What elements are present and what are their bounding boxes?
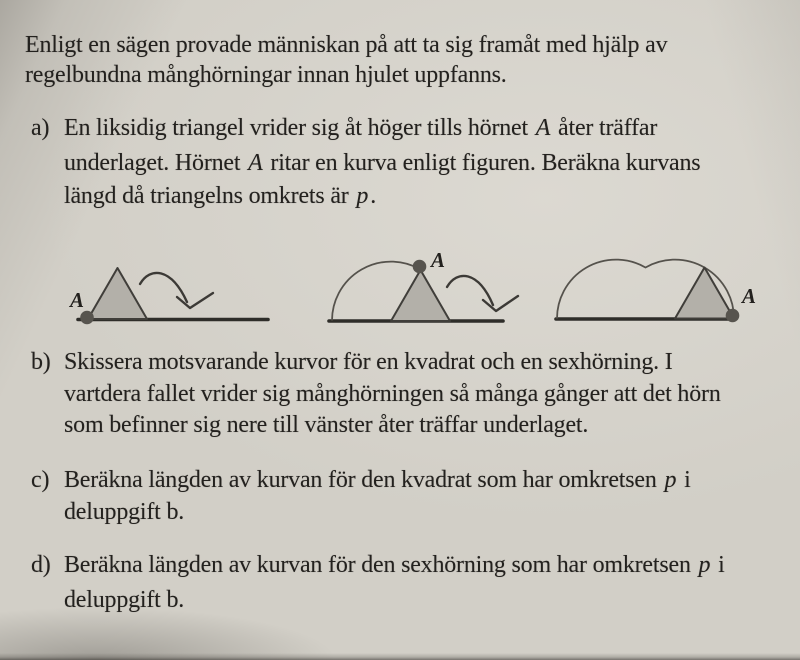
problem-d-line-2: deluppgift b. <box>64 587 185 613</box>
vertex-dot-A-start <box>80 311 94 325</box>
math-variable-p: p <box>356 183 369 209</box>
math-variable-A: A <box>248 150 263 176</box>
problem-a-line-3 <box>64 184 376 208</box>
problem-c-line-2: deluppgift b. <box>64 499 185 525</box>
vertex-label-A-start: A <box>70 288 85 312</box>
problem-b-line-1: Skissera motsvarande kurvor för en kvadrat och en sexhörning. I <box>64 349 673 375</box>
problem-d-label: d) <box>31 552 51 578</box>
problem-a-line-2 <box>64 151 700 175</box>
problem-c-line-1 <box>64 468 691 492</box>
text-segment: i <box>712 552 725 578</box>
problem-a-label: a) <box>31 115 50 141</box>
text-segment: En liksidig triangel vrider sig åt höger tills hörnet <box>64 115 534 141</box>
text-segment: ritar en kurva enligt figuren. Beräkna kurvans <box>264 150 701 176</box>
problem-b-line-3: som befinner sig nere till vänster åter träffar underlaget. <box>64 412 589 438</box>
text-segment: i <box>678 467 691 493</box>
math-variable-p: p <box>698 552 711 578</box>
triangle-mid <box>391 270 450 321</box>
rolling-triangle-figure <box>0 225 800 350</box>
problem-a-line-1 <box>64 116 657 140</box>
problem-b-line-2: vartdera fallet vrider sig månghörningen så många gånger att det hörn <box>64 381 721 407</box>
triangle-end <box>675 268 734 319</box>
text-segment: längd då triangelns omkrets är <box>64 183 355 209</box>
problem-c-label: c) <box>31 467 50 493</box>
math-variable-A: A <box>535 115 551 141</box>
rotation-arrowhead-icon <box>483 296 518 311</box>
text-segment: Beräkna längden av kurvan för den kvadrat som har omkretsen <box>64 467 663 493</box>
problem-b-label: b) <box>31 349 51 375</box>
text-segment: . <box>370 183 377 209</box>
text-segment: Beräkna längden av kurvan för den sexhörning som har omkretsen <box>64 552 697 578</box>
math-variable-p: p <box>664 467 677 493</box>
intro-line-1: Enligt en sägen provade människan på att ta sig framåt med hjälp av <box>25 32 668 58</box>
rotation-arrow-icon <box>447 276 493 305</box>
text-segment: underlaget. Hörnet <box>64 150 247 176</box>
vertex-label-A-mid: A <box>431 248 446 272</box>
vertex-dot-A-end <box>726 309 740 323</box>
vertex-label-A-end: A <box>742 284 757 308</box>
intro-line-2: regelbundna månghörningar innan hjulet uppfanns. <box>25 62 507 88</box>
rotation-arrow-icon <box>140 273 187 302</box>
problem-d-line-1 <box>64 553 725 577</box>
vertex-dot-A-mid <box>413 260 427 274</box>
triangle-start <box>88 268 147 319</box>
text-segment: åter träffar <box>552 115 658 141</box>
